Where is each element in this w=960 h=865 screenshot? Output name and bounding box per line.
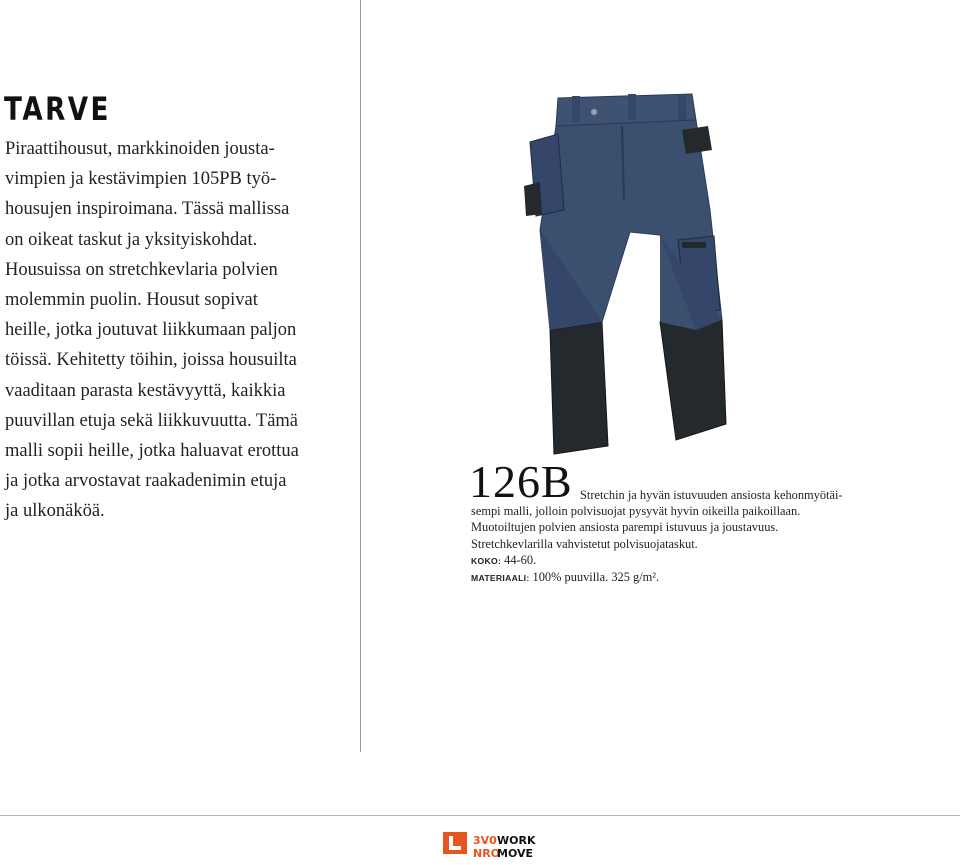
product-image — [510, 90, 740, 470]
workmove-logo-mark — [473, 832, 536, 860]
intro-line: Piraattihousut, markkinoiden jousta- — [5, 139, 275, 159]
intro-line: heille, jotka joutuvat liikkumaan paljon — [5, 320, 297, 341]
intro-line: ja jotka arvostavat raakadenimin etuja — [5, 471, 287, 492]
intro-line: Housuissa on stretchkevlaria polvien — [5, 259, 278, 280]
intro-line: malli sopii heille, jotka haluavat erottua — [5, 441, 299, 462]
footer-divider — [0, 815, 960, 816]
intro-line: vaaditaan parasta kestävyyttä, kaikkia — [5, 380, 286, 401]
size-label: KOKO: — [471, 555, 502, 566]
description-line: Stretchkevlarilla vahvistetut polvisuojataskut. — [471, 536, 698, 551]
svg-text:NRO: NRO — [473, 847, 501, 860]
workmove-logo — [473, 832, 536, 860]
model-code: 126B — [469, 456, 573, 507]
material-row — [471, 569, 891, 586]
intro-line: molemmin puolin. Housut sopivat — [5, 290, 258, 311]
description-line: Muotoiltujen polvien ansiosta parempi istuvuus ja joustavuus. — [471, 520, 779, 535]
intro-line: töissä. Kehitetty töihin, joissa housuilta — [5, 350, 297, 371]
labador-logo-mark — [443, 832, 467, 860]
size-value: 44-60. — [504, 552, 537, 567]
intro-line: vimpien ja kestävimpien 105PB työ- — [5, 169, 277, 190]
size-row — [471, 552, 891, 569]
page-title: TARVE — [4, 90, 111, 128]
intro-line: puuvillan etuja sekä liikkuvuutta. Tämä — [5, 410, 299, 431]
intro-line: ja ulkonäköä. — [5, 501, 105, 522]
svg-text:WORK: WORK — [497, 834, 536, 847]
product-description — [471, 487, 891, 586]
column-divider — [360, 0, 361, 752]
svg-text:3V0: 3V0 — [473, 834, 497, 847]
svg-text:MOVE: MOVE — [497, 847, 534, 860]
intro-line: on oikeat taskut ja yksityiskohdat. — [5, 229, 258, 250]
labador-logo — [443, 832, 467, 860]
intro-line: housujen inspiroimana. Tässä mallissa — [5, 199, 290, 220]
description-line: Stretchin ja hyvän istuvuuden ansiosta kehonmyötäi- — [580, 488, 843, 502]
intro-text — [5, 134, 345, 527]
material-label: MATERIAALI: — [471, 573, 530, 584]
pants-illustration — [510, 90, 740, 470]
description-line: sempi malli, jolloin polvisuojat pysyvät hyvin oikeilla paikoillaan. — [471, 504, 801, 519]
material-value: 100% puuvilla. 325 g/m². — [532, 570, 660, 585]
